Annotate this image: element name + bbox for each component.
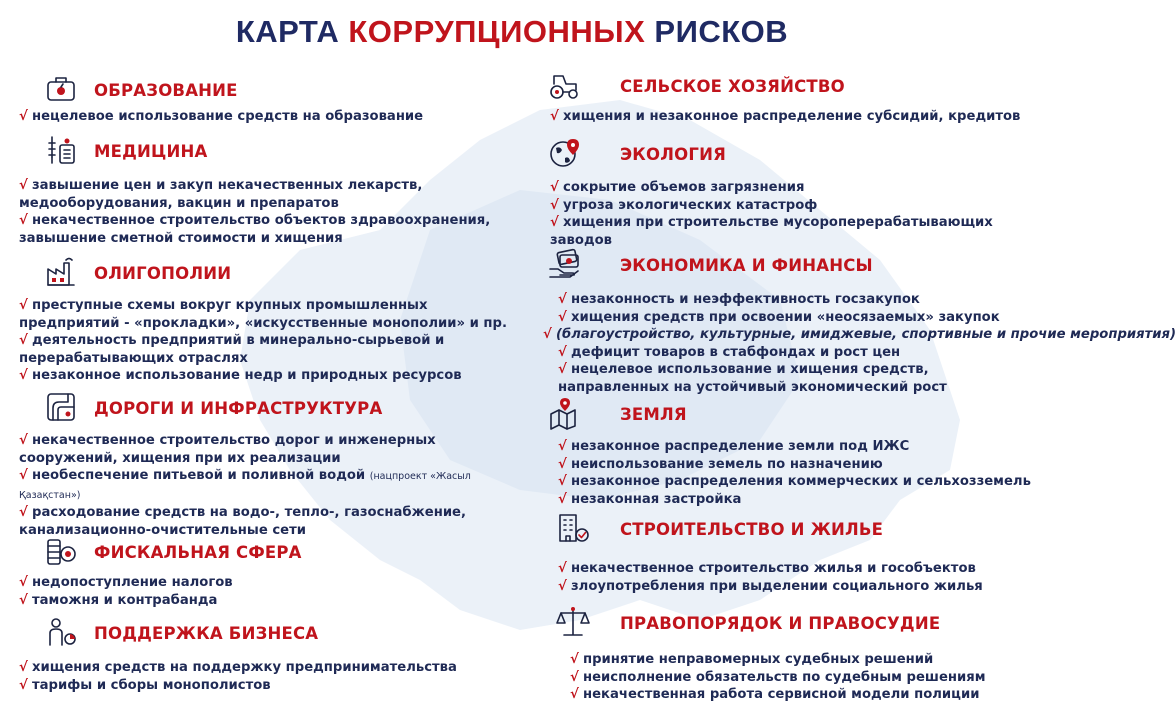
risk-item: √ некачественная работа сервисной модели полиции bbox=[570, 686, 985, 704]
tractor-icon bbox=[548, 68, 582, 102]
section-business bbox=[32, 615, 457, 694]
globe-pin-icon bbox=[548, 136, 582, 170]
section-title: ЭКОНОМИКА И ФИНАНСЫ bbox=[620, 256, 873, 275]
risk-item: √ неиспользование земель по назначению bbox=[558, 456, 1031, 474]
risk-item-note: √ (благоустройство, культурные, имиджевые, спортивные и прочие мероприятия) bbox=[543, 326, 1176, 344]
section-title: ОБРАЗОВАНИЕ bbox=[94, 81, 238, 100]
coins-stack-icon bbox=[44, 534, 78, 568]
road-map-icon bbox=[44, 390, 78, 424]
section-fiscal bbox=[32, 534, 302, 609]
section-medicine bbox=[19, 133, 491, 247]
section-roads bbox=[19, 390, 471, 540]
risk-item: √ завышение цен и закуп некачественных лекарств, медооборудования, вакцин и препаратов bbox=[19, 177, 490, 212]
land-map-icon bbox=[548, 396, 582, 430]
risk-item: √ незаконное распределения коммерческих и сельхозземель bbox=[558, 473, 1031, 491]
risk-item: √ незаконная застройка bbox=[558, 491, 1031, 509]
risk-item: √ хищения при строительстве мусороперерабатывающих заводов bbox=[550, 214, 993, 249]
section-ecology bbox=[548, 136, 993, 249]
section-title: ФИСКАЛЬНАЯ СФЕРА bbox=[94, 543, 302, 562]
section-agriculture bbox=[548, 68, 1020, 126]
risk-item: √ хищения средств на поддержку предпринимательства bbox=[19, 659, 457, 677]
risk-item: √ незаконное распределение земли под ИЖС bbox=[558, 438, 1031, 456]
risk-item: √ сокрытие объемов загрязнения bbox=[550, 179, 993, 197]
risk-item: √ расходование средств на водо-, тепло-, газоснабжение, канализационно-очистительные сети bbox=[19, 504, 471, 539]
risk-item: √ хищения и незаконное распределение субсидий, кредитов bbox=[550, 108, 1020, 126]
risk-item: √ таможня и контрабанда bbox=[19, 592, 233, 610]
risk-item: √ угроза экологических катастроф bbox=[550, 197, 993, 215]
factory-icon bbox=[44, 255, 78, 289]
money-hand-icon bbox=[548, 247, 582, 281]
section-title: ОЛИГОПОЛИИ bbox=[94, 264, 232, 283]
risk-item: √ преступные схемы вокруг крупных промышленных предприятий - «прокладки», «искусственные монополии» и пр. bbox=[19, 297, 507, 332]
risk-item: √ необеспечение питьевой и поливной водой (нацпроект «Жасыл Қазақстан») bbox=[19, 467, 471, 504]
risk-item: √ тарифы и сборы монополистов bbox=[19, 677, 457, 695]
section-construction bbox=[556, 511, 983, 595]
risk-item: √ хищения средств при освоении «неосязаемых» закупок bbox=[558, 309, 1176, 327]
section-title: ПРАВОПОРЯДОК И ПРАВОСУДИЕ bbox=[620, 614, 941, 633]
risk-item: √ недопоступление налогов bbox=[19, 574, 233, 592]
section-oligopoly bbox=[19, 255, 507, 385]
risk-item: √ некачественное строительство дорог и инженерных сооружений, хищения при их реализации bbox=[19, 432, 471, 467]
section-title: ЗЕМЛЯ bbox=[620, 405, 687, 424]
briefcase-apple-icon bbox=[44, 72, 78, 106]
person-chart-icon bbox=[44, 615, 78, 649]
risk-item: √ незаконность и неэффективность госзакупок bbox=[558, 291, 1176, 309]
risk-item: √ некачественное строительство жилья и гособъектов bbox=[558, 560, 983, 578]
risk-item: √ незаконное использование недр и природных ресурсов bbox=[19, 367, 507, 385]
section-title: ПОДДЕРЖКА БИЗНЕСА bbox=[94, 624, 319, 643]
section-land bbox=[548, 396, 1031, 508]
section-economy bbox=[548, 247, 1176, 397]
page-title: КАРТА КОРРУПЦИОННЫХ РИСКОВ bbox=[235, 14, 789, 49]
syringe-pills-icon bbox=[44, 133, 78, 167]
section-title: СТРОИТЕЛЬСТВО И ЖИЛЬЕ bbox=[620, 520, 884, 539]
risk-item: √ нецелевое использование и хищения средств, направленных на устойчивый экономический рост bbox=[558, 361, 1176, 396]
risk-item: √ принятие неправомерных судебных решений bbox=[570, 651, 985, 669]
section-title: МЕДИЦИНА bbox=[94, 142, 208, 161]
risk-item: √ нецелевое использование средств на образование bbox=[19, 108, 423, 126]
building-check-icon bbox=[556, 511, 590, 545]
section-law bbox=[556, 605, 985, 704]
section-title: ДОРОГИ И ИНФРАСТРУКТУРА bbox=[94, 399, 383, 418]
risk-item: √ злоупотребления при выделении социального жилья bbox=[558, 578, 983, 596]
risk-item: √ некачественное строительство объектов здравоохранения, завышение сметной стоимости и хищения bbox=[19, 212, 490, 247]
risk-item: √ деятельность предприятий в минерально-сырьевой и перерабатывающих отраслях bbox=[19, 332, 507, 367]
risk-item: √ неисполнение обязательств по судебным решениям bbox=[570, 669, 985, 687]
scales-icon bbox=[556, 605, 590, 639]
risk-item: √ дефицит товаров в стабфондах и рост цен bbox=[558, 344, 1176, 362]
section-title: СЕЛЬСКОЕ ХОЗЯЙСТВО bbox=[620, 77, 845, 96]
section-title: ЭКОЛОГИЯ bbox=[620, 145, 726, 164]
section-education bbox=[32, 72, 424, 126]
